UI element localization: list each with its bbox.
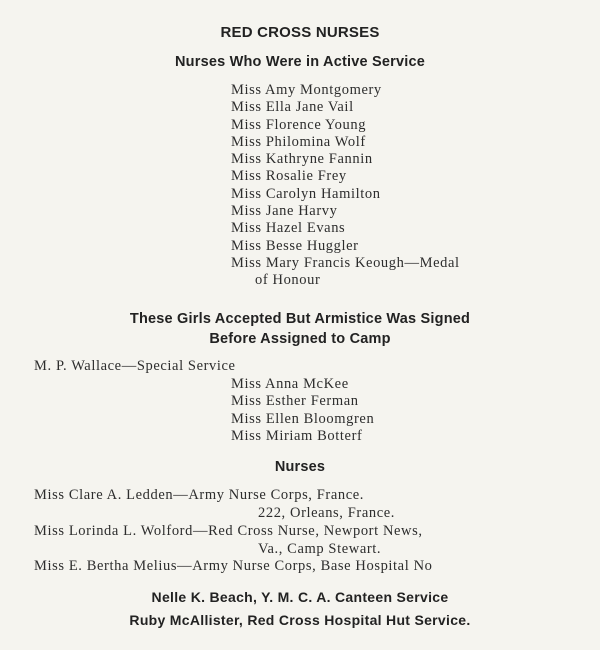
list-item: Miss Miriam Botterf [231,427,363,444]
section-heading-armistice-line2: Before Assigned to Camp [209,331,391,347]
list-item: Miss Jane Harvy [231,203,338,220]
list-item: Miss Philomina Wolf [231,133,366,150]
list-item: Miss Hazel Evans [231,220,346,237]
armistice-list [231,376,374,445]
list-item: Miss Ellen Bloomgren [231,410,375,427]
nurse-entry: Miss E. Bertha Melius—Army Nurse Corps, Base Hospital No [34,558,433,574]
list-item: Miss Besse Huggler [231,237,359,254]
list-item: Miss Florence Young [231,116,367,133]
list-item: Miss Kathryne Fannin [231,151,373,168]
special-service-line: M. P. Wallace—Special Service [34,358,236,374]
list-item: Miss Mary Francis Keough—Medal [231,254,460,271]
list-item-continuation: of Honour [255,272,321,289]
hospital-hut-service-line: Ruby McAllister, Red Cross Hospital Hut Service. [129,612,471,628]
canteen-service-line: Nelle K. Beach, Y. M. C. A. Canteen Service [151,589,449,605]
list-item: Miss Anna McKee [231,376,349,392]
nurse-entry-continuation: 222, Orleans, France. [258,505,396,521]
section-heading-armistice: These Girls Accepted But Armistice Was Signed [129,311,471,327]
nurse-entry: Miss Clare A. Ledden—Army Nurse Corps, France. [34,487,365,503]
list-item: Miss Amy Montgomery [231,82,382,98]
page-title: RED CROSS NURSES [220,24,380,41]
list-item: Miss Rosalie Frey [231,168,347,185]
section-heading-nurses: Nurses [274,459,326,475]
list-item: Miss Esther Ferman [231,393,359,410]
nurse-entry-continuation: Va., Camp Stewart. [258,541,382,557]
section-heading-active-service: Nurses Who Were in Active Service [175,54,425,70]
list-item: Miss Ella Jane Vail [231,99,354,116]
nurse-entry: Miss Lorinda L. Wolford—Red Cross Nurse, Newport News, [34,523,423,539]
active-service-list [231,82,460,290]
list-item: Miss Carolyn Hamilton [231,185,381,202]
